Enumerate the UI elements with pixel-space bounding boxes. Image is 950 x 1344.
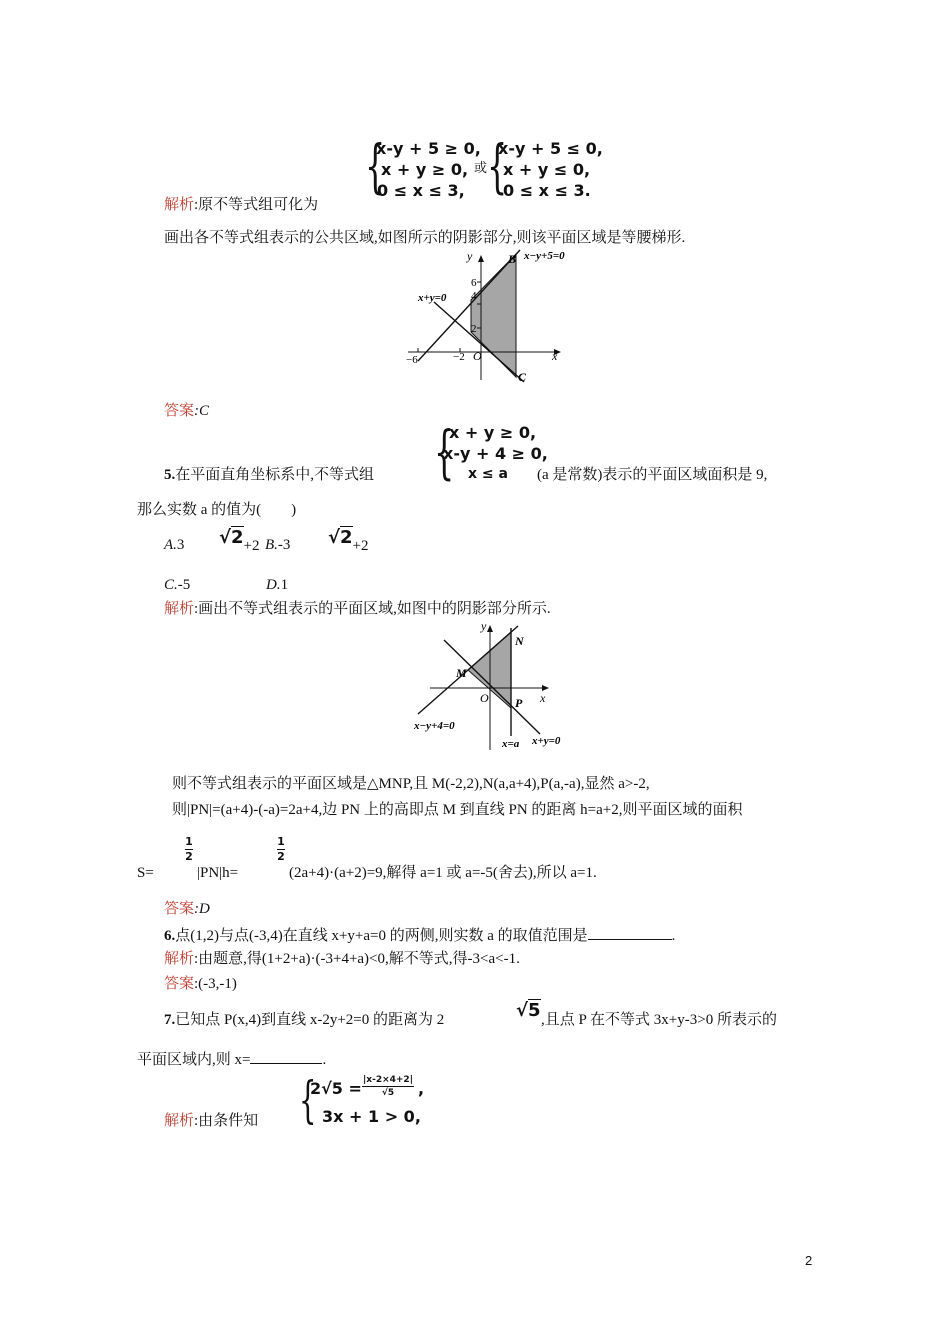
- tick-2: 2: [471, 323, 477, 335]
- tick-neg6: −6: [406, 354, 418, 366]
- q5-area-mid: |PN|h=: [197, 865, 239, 881]
- q7-radical: √5: [516, 1000, 541, 1021]
- q5-option-c: C.-5: [164, 577, 191, 593]
- tick-4: 4: [471, 290, 477, 302]
- brace-icon: {: [434, 418, 455, 486]
- origin-label: O: [480, 691, 489, 705]
- q7-eq1-fraction: |x-2×4+2| √5: [363, 1075, 413, 1098]
- q5-option-d: D.1: [266, 577, 289, 593]
- q5-area-prefix: S=: [137, 865, 154, 881]
- q6-stem: 6.点(1,2)与点(-3,4)在直线 x+y+a=0 的两侧,则实数 a 的取值范围是 .: [164, 925, 675, 946]
- brace-icon: {: [299, 1071, 317, 1129]
- p4-answer: 答案:C: [164, 403, 210, 419]
- fraction-half: 1 2: [185, 835, 193, 863]
- sys1-line-b2: x + y ≤ 0,: [503, 160, 591, 179]
- axis-label-y: y: [481, 619, 487, 633]
- sys1-line-b3: 0 ≤ x ≤ 3.: [503, 181, 591, 200]
- solution-label: 解析: [164, 601, 195, 617]
- sys2-line-a2: x-y + 4 ≥ 0,: [443, 444, 548, 463]
- line-label-1: x−y+5=0: [524, 250, 565, 262]
- q5-derivation-line2: 则|PN|=(a+4)-(-a)=2a+4,边 PN 上的高即点 M 到直线 PN 的距离 h=a+2,则平面区域的面积: [172, 802, 743, 818]
- sys1-or: 或: [474, 160, 488, 175]
- line-label-3: x+y=0: [532, 735, 561, 747]
- answer-label: 答案: [164, 403, 195, 419]
- q5-option-b-radical: √2+2: [328, 527, 369, 554]
- point-p-label: P: [515, 696, 523, 710]
- sys1-line-a2: x + y ≥ 0,: [381, 160, 469, 179]
- q5-option-a-radical: √2+2: [219, 527, 260, 554]
- q7-stem-line1-tail: ,且点 P 在不等式 3x+y-3>0 所表示的: [541, 1012, 777, 1028]
- q5-derivation-line1: 则不等式组表示的平面区域是△MNP,且 M(-2,2),N(a,a+4),P(a,-a),显然 a>-2,: [172, 776, 650, 792]
- solution-label: 解析: [164, 951, 195, 967]
- solution-label: 解析: [164, 197, 195, 213]
- fraction-half: 1 2: [277, 835, 285, 863]
- axis-label-y: y: [467, 249, 473, 263]
- line-label-2: x=a: [502, 738, 520, 750]
- q7-eq2: 3x + 1 > 0,: [322, 1107, 421, 1126]
- solution-label: 解析: [164, 1113, 195, 1129]
- point-n-label: N: [515, 634, 524, 648]
- q5-option-a: A.3: [164, 537, 185, 553]
- q7-stem-line1: 7.已知点 P(x,4)到直线 x-2y+2=0 的距离为 2: [164, 1012, 445, 1028]
- point-m-label: M: [456, 666, 467, 680]
- q5-stem-line1-tail: (a 是常数)表示的平面区域面积是 9,: [537, 467, 768, 483]
- tick-neg2: −2: [453, 351, 465, 363]
- answer-blank[interactable]: [588, 925, 672, 940]
- sys1-line-a1: x-y + 5 ≥ 0,: [376, 139, 481, 158]
- q5-area-tail: (2a+4)·(a+2)=9,解得 a=1 或 a=-5(舍去),所以 a=1.: [289, 865, 597, 881]
- sys1-line-b1: x-y + 5 ≤ 0,: [498, 139, 603, 158]
- tick-6: 6: [471, 277, 477, 289]
- answer-blank[interactable]: [250, 1049, 322, 1064]
- answer-label: 答案: [164, 976, 195, 992]
- q5-stem-line2: 那么实数 a 的值为( ): [137, 502, 297, 518]
- q6-answer: 答案:(-3,-1): [164, 976, 237, 992]
- q7-eq1-end: ,: [418, 1079, 425, 1098]
- q6-solution: 解析:由题意,得(1+2+a)·(-3+4+a)<0,解不等式,得-3<a<-1.: [164, 951, 520, 967]
- answer-label: 答案: [164, 901, 195, 917]
- origin-label: O: [473, 349, 482, 363]
- sys1-line-a3: 0 ≤ x ≤ 3,: [377, 181, 465, 200]
- page-number: 2: [805, 1253, 813, 1268]
- point-c-label: C: [518, 370, 527, 384]
- q5-solution: 解析:画出不等式组表示的平面区域,如图中的阴影部分所示.: [164, 601, 551, 617]
- q7-stem-line2: 平面区域内,则 x= .: [137, 1049, 326, 1070]
- figure-1-graph: [400, 248, 580, 388]
- sys2-line-a3: x ≤ a: [468, 466, 508, 482]
- brace-icon: {: [365, 132, 386, 200]
- sys2-line-a1: x + y ≥ 0,: [449, 423, 537, 442]
- q7-solution: 解析:由条件知: [164, 1113, 259, 1129]
- line-label-2: x+y=0: [418, 292, 447, 304]
- q7-eq1-left: 2√5 =: [310, 1079, 362, 1098]
- line-label-1: x−y+4=0: [414, 720, 455, 732]
- figure-2-graph: [410, 618, 580, 756]
- p4-solution-line2: 画出各不等式组表示的公共区域,如图所示的阴影部分,则该平面区域是等腰梯形.: [164, 230, 686, 246]
- q5-answer: 答案:D: [164, 901, 210, 917]
- point-b-label: B: [508, 252, 517, 266]
- q5-stem-line1: 5.在平面直角坐标系中,不等式组: [164, 467, 375, 483]
- q5-option-b: B.-3: [265, 537, 291, 553]
- axis-label-x: x: [552, 349, 558, 363]
- axis-label-x: x: [540, 691, 546, 705]
- brace-icon: {: [487, 132, 508, 200]
- p4-solution-line1: 解析:原不等式组可化为: [164, 197, 319, 213]
